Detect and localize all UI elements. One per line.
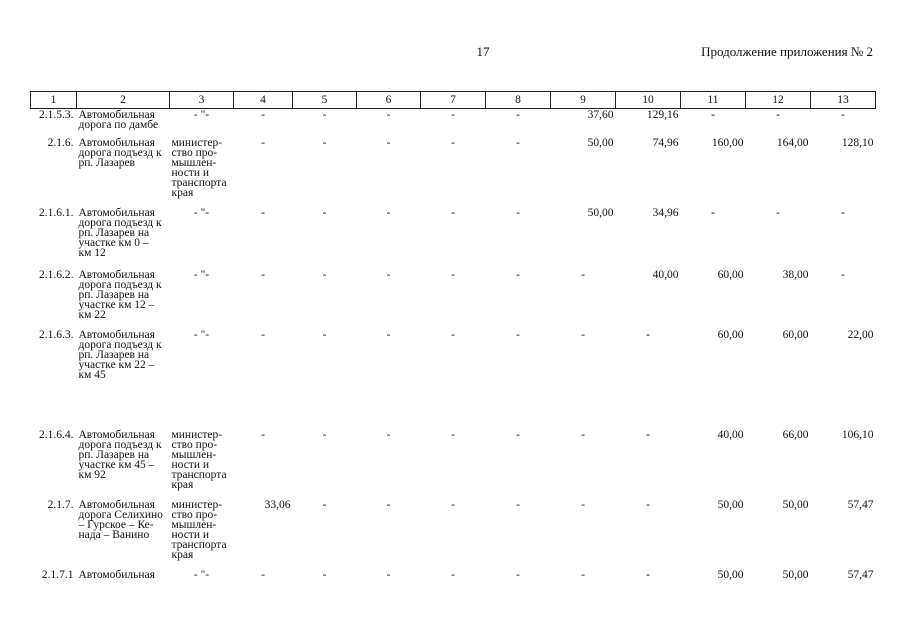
cell-col-6 bbox=[357, 429, 421, 499]
cell-col-6 bbox=[357, 329, 421, 429]
cell-col-5-text: - bbox=[322, 109, 327, 121]
cell-col-4-text: - bbox=[261, 206, 265, 219]
cell-col-7 bbox=[421, 137, 486, 207]
object-name-text: Автомобильная дорога по дамбе bbox=[78, 109, 159, 131]
cell-col-8-text: - bbox=[516, 568, 520, 581]
cell-col-11-text: 160,00 bbox=[711, 136, 744, 149]
cell-col-5 bbox=[293, 569, 357, 587]
cell-col-10 bbox=[616, 499, 681, 569]
cell-col-4 bbox=[234, 499, 293, 569]
cell-col-13 bbox=[811, 499, 876, 569]
cell-col-5-text: - bbox=[322, 568, 327, 581]
object-name-text: Автомобильная bbox=[78, 568, 155, 581]
cell-col-5 bbox=[293, 269, 357, 329]
cell-col-5 bbox=[293, 429, 357, 499]
responsible-body-text: - "- bbox=[193, 568, 210, 581]
cell-col-9 bbox=[551, 207, 616, 269]
cell-col-10 bbox=[616, 429, 681, 499]
column-header-1: 1 bbox=[31, 92, 77, 109]
cell-col-7 bbox=[421, 329, 486, 429]
cell-col-13 bbox=[811, 329, 876, 429]
cell-col-7 bbox=[421, 569, 486, 587]
table-row bbox=[31, 269, 876, 329]
cell-col-13-text: - bbox=[841, 268, 845, 281]
cell-col-9 bbox=[551, 329, 616, 429]
cell-col-10-text: 40,00 bbox=[652, 268, 679, 281]
table-row bbox=[31, 569, 876, 587]
cell-col-9-text: 50,00 bbox=[587, 136, 614, 149]
cell-col-4 bbox=[234, 207, 293, 269]
cell-col-12-text: 50,00 bbox=[782, 568, 809, 581]
cell-col-7-text: - bbox=[451, 136, 455, 149]
cell-col-12 bbox=[746, 429, 811, 499]
cell-col-13 bbox=[811, 429, 876, 499]
responsible-body-text: - "- bbox=[193, 109, 210, 121]
object-name-text: Автомобильная дорога подъезд к рп. Лазарев на участке км 22 – км 45 bbox=[78, 328, 162, 381]
cell-col-13-text: 22,00 bbox=[847, 328, 874, 341]
cell-col-9-text: 50,00 bbox=[587, 206, 614, 219]
object-name bbox=[77, 269, 170, 329]
object-name-text: Автомобильная дорога подъезд к рп. Лазарев на участке км 45 – км 92 bbox=[78, 428, 162, 481]
cell-col-9 bbox=[551, 429, 616, 499]
appendix-table bbox=[30, 91, 876, 587]
object-name bbox=[77, 429, 170, 499]
cell-col-9-text: - bbox=[581, 268, 585, 281]
table-body bbox=[31, 109, 876, 587]
cell-col-13-text: - bbox=[841, 109, 845, 121]
cell-col-6 bbox=[357, 207, 421, 269]
cell-col-9 bbox=[551, 137, 616, 207]
cell-col-10 bbox=[616, 569, 681, 587]
cell-col-11 bbox=[681, 569, 746, 587]
column-header-5: 5 bbox=[293, 92, 357, 109]
cell-col-13-text: 57,47 bbox=[847, 568, 874, 581]
cell-col-4-text: - bbox=[261, 428, 265, 441]
cell-col-7-text: - bbox=[451, 109, 455, 121]
row-code-text: 2.1.6.2. bbox=[39, 268, 74, 281]
object-name bbox=[77, 137, 170, 207]
cell-col-13-text: - bbox=[841, 206, 845, 219]
column-header-10: 10 bbox=[616, 92, 681, 109]
object-name bbox=[77, 109, 170, 137]
cell-col-9-text: - bbox=[581, 428, 585, 441]
cell-col-6-text: - bbox=[386, 498, 391, 511]
responsible-body bbox=[170, 207, 234, 269]
cell-col-13-text: 57,47 bbox=[847, 498, 874, 511]
cell-col-11-text: 50,00 bbox=[717, 498, 744, 511]
cell-col-7 bbox=[421, 109, 486, 137]
column-header-9: 9 bbox=[551, 92, 616, 109]
column-header-7: 7 bbox=[421, 92, 486, 109]
row-code bbox=[31, 137, 77, 207]
cell-col-5-text: - bbox=[322, 206, 327, 219]
row-code-text: 2.1.6.3. bbox=[39, 328, 74, 341]
cell-col-5-text: - bbox=[322, 428, 327, 441]
cell-col-11 bbox=[681, 499, 746, 569]
row-code bbox=[31, 569, 77, 587]
cell-col-6 bbox=[357, 269, 421, 329]
row-code bbox=[31, 329, 77, 429]
cell-col-12 bbox=[746, 329, 811, 429]
cell-col-8 bbox=[486, 109, 551, 137]
cell-col-4 bbox=[234, 329, 293, 429]
cell-col-13 bbox=[811, 269, 876, 329]
cell-col-12-text: - bbox=[776, 109, 780, 121]
cell-col-9-text: - bbox=[581, 328, 585, 341]
responsible-body bbox=[170, 109, 234, 137]
cell-col-13 bbox=[811, 137, 876, 207]
cell-col-11 bbox=[681, 329, 746, 429]
cell-col-8-text: - bbox=[516, 136, 520, 149]
cell-col-12 bbox=[746, 137, 811, 207]
cell-col-10-text: - bbox=[646, 328, 650, 341]
cell-col-4-text: - bbox=[261, 136, 265, 149]
column-header-12: 12 bbox=[746, 92, 811, 109]
cell-col-5-text: - bbox=[322, 328, 327, 341]
cell-col-6-text: - bbox=[386, 568, 391, 581]
object-name-text: Автомобильная дорога подъезд к рп. Лазарев bbox=[78, 136, 162, 169]
cell-col-5-text: - bbox=[322, 136, 327, 149]
row-code-text: 2.1.7. bbox=[47, 498, 74, 511]
row-code-text: 2.1.6.4. bbox=[39, 428, 74, 441]
cell-col-4 bbox=[234, 429, 293, 499]
cell-col-8 bbox=[486, 499, 551, 569]
object-name bbox=[77, 499, 170, 569]
row-code bbox=[31, 499, 77, 569]
cell-col-7 bbox=[421, 207, 486, 269]
cell-col-7-text: - bbox=[451, 568, 455, 581]
cell-col-10-text: 34,96 bbox=[652, 206, 679, 219]
cell-col-8-text: - bbox=[516, 328, 520, 341]
cell-col-4 bbox=[234, 137, 293, 207]
cell-col-4-text: - bbox=[261, 109, 265, 121]
cell-col-9-text: - bbox=[581, 498, 585, 511]
cell-col-8-text: - bbox=[516, 206, 520, 219]
row-code bbox=[31, 109, 77, 137]
object-name bbox=[77, 329, 170, 429]
cell-col-10 bbox=[616, 269, 681, 329]
object-name bbox=[77, 207, 170, 269]
cell-col-8-text: - bbox=[516, 498, 520, 511]
cell-col-7 bbox=[421, 269, 486, 329]
cell-col-10 bbox=[616, 137, 681, 207]
cell-col-6-text: - bbox=[386, 268, 391, 281]
cell-col-10-text: 129,16 bbox=[646, 109, 679, 121]
column-header-2: 2 bbox=[77, 92, 170, 109]
responsible-body bbox=[170, 269, 234, 329]
cell-col-11-text: 60,00 bbox=[717, 328, 744, 341]
cell-col-7-text: - bbox=[451, 268, 455, 281]
cell-col-11-text: 40,00 bbox=[717, 428, 744, 441]
cell-col-6-text: - bbox=[386, 109, 391, 121]
cell-col-7 bbox=[421, 429, 486, 499]
cell-col-10-text: 74,96 bbox=[652, 136, 679, 149]
cell-col-10 bbox=[616, 207, 681, 269]
table-header-row bbox=[31, 92, 876, 109]
responsible-body-text: министер- ство про- мышлен- ности и транспорта края bbox=[171, 428, 227, 491]
cell-col-6 bbox=[357, 109, 421, 137]
column-header-3: 3 bbox=[170, 92, 234, 109]
cell-col-11 bbox=[681, 207, 746, 269]
cell-col-7-text: - bbox=[451, 498, 455, 511]
cell-col-11-text: - bbox=[711, 206, 715, 219]
cell-col-4 bbox=[234, 109, 293, 137]
responsible-body-text: - "- bbox=[193, 328, 210, 341]
row-code bbox=[31, 269, 77, 329]
object-name-text: Автомобильная дорога Селихино – Гурское – Ке- нада – Ванино bbox=[78, 498, 163, 541]
cell-col-8 bbox=[486, 269, 551, 329]
object-name bbox=[77, 569, 170, 587]
cell-col-11 bbox=[681, 109, 746, 137]
row-code bbox=[31, 207, 77, 269]
cell-col-4-text: 33,06 bbox=[264, 498, 291, 511]
cell-col-5 bbox=[293, 207, 357, 269]
cell-col-4-text: - bbox=[261, 328, 265, 341]
cell-col-13 bbox=[811, 207, 876, 269]
cell-col-11 bbox=[681, 269, 746, 329]
column-header-11: 11 bbox=[681, 92, 746, 109]
cell-col-10 bbox=[616, 329, 681, 429]
row-code-text: 2.1.6.1. bbox=[39, 206, 74, 219]
cell-col-11 bbox=[681, 137, 746, 207]
responsible-body bbox=[170, 569, 234, 587]
cell-col-13-text: 128,10 bbox=[841, 136, 874, 149]
cell-col-12-text: - bbox=[776, 206, 780, 219]
cell-col-6 bbox=[357, 137, 421, 207]
table-row bbox=[31, 499, 876, 569]
table-row bbox=[31, 137, 876, 207]
cell-col-8 bbox=[486, 137, 551, 207]
cell-col-9-text: - bbox=[581, 568, 585, 581]
responsible-body bbox=[170, 429, 234, 499]
column-header-4: 4 bbox=[234, 92, 293, 109]
cell-col-8-text: - bbox=[516, 428, 520, 441]
cell-col-11-text: 50,00 bbox=[717, 568, 744, 581]
cell-col-10-text: - bbox=[646, 568, 650, 581]
cell-col-8 bbox=[486, 569, 551, 587]
page-number: 17 bbox=[476, 44, 490, 59]
cell-col-12 bbox=[746, 269, 811, 329]
cell-col-9 bbox=[551, 109, 616, 137]
cell-col-7-text: - bbox=[451, 428, 455, 441]
cell-col-12-text: 164,00 bbox=[776, 136, 809, 149]
responsible-body bbox=[170, 329, 234, 429]
cell-col-6 bbox=[357, 499, 421, 569]
column-header-13: 13 bbox=[811, 92, 876, 109]
object-name-text: Автомобильная дорога подъезд к рп. Лазарев на участке км 0 – км 12 bbox=[78, 206, 162, 259]
cell-col-12 bbox=[746, 569, 811, 587]
object-name-text: Автомобильная дорога подъезд к рп. Лазарев на участке км 12 – км 22 bbox=[78, 268, 162, 321]
cell-col-7-text: - bbox=[451, 328, 455, 341]
cell-col-5 bbox=[293, 137, 357, 207]
cell-col-11-text: - bbox=[711, 109, 715, 121]
responsible-body-text: - "- bbox=[193, 206, 210, 219]
responsible-body-text: - "- bbox=[193, 268, 210, 281]
cell-col-4 bbox=[234, 269, 293, 329]
cell-col-12-text: 60,00 bbox=[782, 328, 809, 341]
cell-col-8 bbox=[486, 329, 551, 429]
cell-col-9-text: 37,60 bbox=[587, 109, 614, 121]
responsible-body bbox=[170, 499, 234, 569]
responsible-body-text: министер- ство про- мышлен- ности и транспорта края bbox=[171, 136, 227, 199]
cell-col-6-text: - bbox=[386, 206, 391, 219]
cell-col-7-text: - bbox=[451, 206, 455, 219]
cell-col-8 bbox=[486, 429, 551, 499]
cell-col-12 bbox=[746, 207, 811, 269]
cell-col-6-text: - bbox=[386, 328, 391, 341]
cell-col-4-text: - bbox=[261, 268, 265, 281]
row-code bbox=[31, 429, 77, 499]
cell-col-5 bbox=[293, 329, 357, 429]
appendix-continuation: Продолжение приложения № 2 bbox=[701, 44, 873, 59]
cell-col-13 bbox=[811, 569, 876, 587]
column-header-6: 6 bbox=[357, 92, 421, 109]
cell-col-10-text: - bbox=[646, 428, 650, 441]
table-row bbox=[31, 207, 876, 269]
cell-col-10 bbox=[616, 109, 681, 137]
row-code-text: 2.1.5.3. bbox=[39, 109, 74, 121]
cell-col-8-text: - bbox=[516, 109, 520, 121]
cell-col-6 bbox=[357, 569, 421, 587]
cell-col-12 bbox=[746, 499, 811, 569]
cell-col-8 bbox=[486, 207, 551, 269]
cell-col-11-text: 60,00 bbox=[717, 268, 744, 281]
cell-col-13-text: 106,10 bbox=[841, 428, 874, 441]
cell-col-4 bbox=[234, 569, 293, 587]
cell-col-7 bbox=[421, 499, 486, 569]
row-code-text: 2.1.6. bbox=[47, 136, 74, 149]
cell-col-12-text: 50,00 bbox=[782, 498, 809, 511]
cell-col-6-text: - bbox=[386, 136, 391, 149]
responsible-body-text: министер- ство про- мышлен- ности и транспорта края bbox=[171, 498, 227, 561]
cell-col-5-text: - bbox=[322, 268, 327, 281]
cell-col-12-text: 38,00 bbox=[782, 268, 809, 281]
cell-col-12 bbox=[746, 109, 811, 137]
cell-col-5 bbox=[293, 109, 357, 137]
cell-col-9 bbox=[551, 269, 616, 329]
cell-col-13 bbox=[811, 109, 876, 137]
row-code-text: 2.1.7.1 bbox=[41, 568, 74, 581]
cell-col-6-text: - bbox=[386, 428, 391, 441]
table-row bbox=[31, 109, 876, 137]
table-row bbox=[31, 429, 876, 499]
responsible-body bbox=[170, 137, 234, 207]
cell-col-9 bbox=[551, 569, 616, 587]
cell-col-11 bbox=[681, 429, 746, 499]
cell-col-10-text: - bbox=[646, 498, 650, 511]
cell-col-5 bbox=[293, 499, 357, 569]
column-header-8: 8 bbox=[486, 92, 551, 109]
cell-col-4-text: - bbox=[261, 568, 265, 581]
cell-col-5-text: - bbox=[322, 498, 327, 511]
cell-col-12-text: 66,00 bbox=[782, 428, 809, 441]
table-row bbox=[31, 329, 876, 429]
cell-col-8-text: - bbox=[516, 268, 520, 281]
cell-col-9 bbox=[551, 499, 616, 569]
